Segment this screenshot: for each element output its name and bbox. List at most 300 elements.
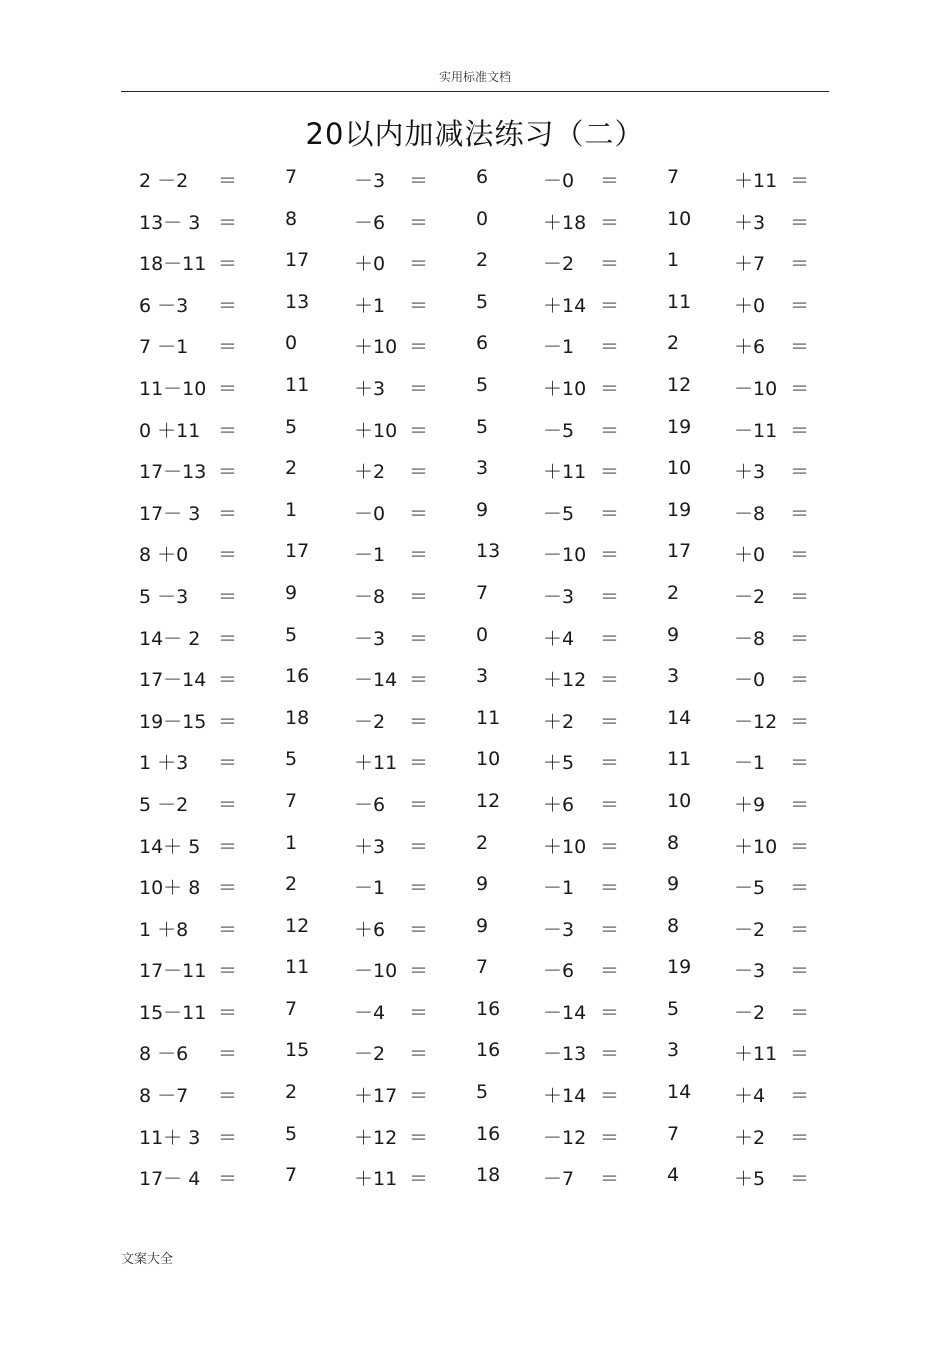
problem-first-number: 0 (285, 332, 298, 355)
problem-first-number: 5 (285, 748, 298, 771)
problem-operation: －5 (734, 877, 766, 900)
problem-row (0, 907, 950, 949)
equals-sign: ＝ (218, 294, 238, 317)
problem-row (0, 1156, 950, 1198)
problem-first-number: 5 (476, 415, 489, 438)
equals-sign: ＝ (218, 1168, 238, 1191)
problem-operation: －13 (543, 1043, 587, 1066)
equals-sign: ＝ (790, 752, 810, 775)
problem-first-number: 7 (667, 1122, 680, 1145)
equals-sign: ＝ (218, 627, 238, 650)
problem-expression: 7 －1 (139, 336, 189, 359)
problem-operation: ＋14 (543, 294, 587, 317)
problem-operation: －1 (543, 877, 575, 900)
equals-sign: ＝ (218, 960, 238, 983)
problem-first-number: 5 (476, 290, 489, 313)
problem-first-number: 18 (476, 1164, 501, 1187)
problem-row (0, 532, 950, 574)
equals-sign: ＝ (790, 1126, 810, 1149)
problem-operation: ＋4 (734, 1085, 766, 1108)
problem-first-number: 9 (667, 623, 680, 646)
problem-row (0, 657, 950, 699)
problem-first-number: 10 (667, 457, 692, 480)
problem-expression: 1 ＋3 (139, 752, 189, 775)
problem-operation: －14 (354, 669, 398, 692)
equals-sign: ＝ (600, 461, 620, 484)
problem-first-number: 2 (285, 1081, 298, 1104)
problem-operation: ＋11 (734, 1043, 778, 1066)
problem-first-number: 0 (476, 207, 489, 230)
problem-row (0, 449, 950, 491)
problem-expression: 10＋ 8 (139, 877, 201, 900)
problem-expression: 17－13 (139, 461, 207, 484)
problem-operation: ＋0 (734, 544, 766, 567)
equals-sign: ＝ (790, 1001, 810, 1024)
equals-sign: ＝ (409, 1168, 429, 1191)
problem-first-number: 10 (667, 789, 692, 812)
problem-row (0, 324, 950, 366)
problem-operation: ＋0 (354, 253, 386, 276)
problem-first-number: 17 (667, 540, 692, 563)
problem-expression: 14－ 2 (139, 627, 201, 650)
equals-sign: ＝ (600, 1085, 620, 1108)
equals-sign: ＝ (790, 585, 810, 608)
problem-first-number: 16 (285, 665, 310, 688)
problem-operation: －8 (734, 502, 766, 525)
equals-sign: ＝ (409, 1043, 429, 1066)
problem-first-number: 8 (667, 831, 680, 854)
problem-expression: 18－11 (139, 253, 207, 276)
equals-sign: ＝ (600, 170, 620, 192)
problem-first-number: 11 (667, 290, 692, 313)
problem-first-number: 9 (476, 914, 489, 937)
equals-sign: ＝ (600, 627, 620, 650)
problem-first-number: 13 (285, 290, 310, 313)
equals-sign: ＝ (790, 1043, 810, 1066)
problem-operation: ＋10 (543, 377, 587, 400)
problem-first-number: 19 (667, 498, 692, 521)
problem-operation: －0 (734, 669, 766, 692)
equals-sign: ＝ (600, 1126, 620, 1149)
problem-operation: －2 (734, 585, 766, 608)
problem-expression: 0 ＋11 (139, 419, 201, 442)
problem-expression: 2 －2 (139, 170, 189, 192)
equals-sign: ＝ (790, 710, 810, 733)
problem-first-number: 7 (667, 166, 680, 188)
problem-operation: －1 (734, 752, 766, 775)
problem-first-number: 12 (476, 789, 501, 812)
equals-sign: ＝ (790, 877, 810, 900)
equals-sign: ＝ (409, 253, 429, 276)
problem-first-number: 2 (285, 873, 298, 896)
page-footer: 文案大全 (121, 1252, 174, 1267)
problem-operation: －6 (354, 793, 386, 816)
problem-row (0, 1073, 950, 1115)
problem-first-number: 6 (476, 332, 489, 355)
problem-first-number: 7 (285, 1164, 298, 1187)
equals-sign: ＝ (790, 627, 810, 650)
problem-first-number: 15 (285, 1039, 310, 1062)
problem-operation: ＋10 (734, 835, 778, 858)
problem-expression: 17－ 4 (139, 1168, 201, 1191)
equals-sign: ＝ (790, 1168, 810, 1191)
equals-sign: ＝ (600, 585, 620, 608)
problem-operation: －8 (354, 585, 386, 608)
problem-row (0, 782, 950, 824)
problem-first-number: 5 (285, 415, 298, 438)
problem-operation: ＋3 (734, 211, 766, 234)
equals-sign: ＝ (600, 377, 620, 400)
problem-row (0, 990, 950, 1032)
problem-expression: 11＋ 3 (139, 1126, 201, 1149)
equals-sign: ＝ (409, 627, 429, 650)
problem-first-number: 3 (667, 665, 680, 688)
equals-sign: ＝ (218, 918, 238, 941)
problem-first-number: 8 (285, 207, 298, 230)
problem-expression: 5 －2 (139, 793, 189, 816)
equals-sign: ＝ (409, 1001, 429, 1024)
problem-first-number: 5 (285, 623, 298, 646)
problem-operation: －3 (354, 170, 386, 192)
problem-operation: －6 (543, 960, 575, 983)
problem-row (0, 948, 950, 990)
equals-sign: ＝ (790, 835, 810, 858)
equals-sign: ＝ (790, 669, 810, 692)
equals-sign: ＝ (409, 544, 429, 567)
problem-first-number: 5 (476, 373, 489, 396)
problem-first-number: 14 (667, 706, 692, 729)
problem-operation: ＋6 (734, 336, 766, 359)
problem-first-number: 17 (285, 249, 310, 272)
problem-row (0, 283, 950, 325)
equals-sign: ＝ (600, 294, 620, 317)
problem-first-number: 1 (667, 249, 680, 272)
problem-first-number: 7 (285, 789, 298, 812)
problem-operation: －3 (354, 627, 386, 650)
equals-sign: ＝ (218, 1085, 238, 1108)
problem-operation: －2 (354, 1043, 386, 1066)
problem-operation: －3 (543, 585, 575, 608)
problem-row (0, 824, 950, 866)
equals-sign: ＝ (790, 253, 810, 276)
equals-sign: ＝ (409, 294, 429, 317)
problem-operation: ＋12 (354, 1126, 398, 1149)
problem-first-number: 13 (476, 540, 501, 563)
problem-first-number: 17 (285, 540, 310, 563)
equals-sign: ＝ (218, 585, 238, 608)
problem-first-number: 9 (285, 581, 298, 604)
problem-first-number: 7 (476, 956, 489, 979)
problem-grid (0, 158, 950, 1198)
problem-operation: －2 (734, 1001, 766, 1024)
page-header: 实用标准文档 (438, 70, 511, 84)
equals-sign: ＝ (409, 793, 429, 816)
equals-sign: ＝ (218, 710, 238, 733)
problem-operation: －2 (543, 253, 575, 276)
problem-operation: －12 (543, 1126, 587, 1149)
problem-operation: －1 (354, 877, 386, 900)
problem-operation: －14 (543, 1001, 587, 1024)
problem-operation: ＋1 (354, 294, 386, 317)
equals-sign: ＝ (218, 544, 238, 567)
problem-first-number: 14 (667, 1081, 692, 1104)
problem-first-number: 8 (667, 914, 680, 937)
problem-first-number: 7 (285, 166, 298, 188)
problem-operation: ＋4 (543, 627, 575, 650)
problem-first-number: 11 (285, 956, 310, 979)
problem-first-number: 12 (285, 914, 310, 937)
problem-operation: ＋3 (734, 461, 766, 484)
problem-first-number: 19 (667, 956, 692, 979)
equals-sign: ＝ (409, 1126, 429, 1149)
problem-first-number: 11 (285, 373, 310, 396)
header-divider (121, 91, 829, 92)
equals-sign: ＝ (218, 461, 238, 484)
equals-sign: ＝ (600, 960, 620, 983)
problem-operation: ＋18 (543, 211, 587, 234)
problem-operation: －8 (734, 627, 766, 650)
problem-operation: ＋12 (543, 669, 587, 692)
equals-sign: ＝ (409, 211, 429, 234)
problem-expression: 8 ＋0 (139, 544, 189, 567)
equals-sign: ＝ (409, 585, 429, 608)
problem-operation: －12 (734, 710, 778, 733)
equals-sign: ＝ (790, 918, 810, 941)
problem-first-number: 9 (476, 498, 489, 521)
problem-expression: 8 －6 (139, 1043, 189, 1066)
equals-sign: ＝ (600, 253, 620, 276)
equals-sign: ＝ (600, 502, 620, 525)
equals-sign: ＝ (790, 170, 810, 192)
equals-sign: ＝ (600, 336, 620, 359)
problem-first-number: 1 (285, 831, 298, 854)
problem-operation: －0 (543, 170, 575, 192)
equals-sign: ＝ (218, 502, 238, 525)
problem-operation: ＋11 (354, 1168, 398, 1191)
equals-sign: ＝ (790, 294, 810, 317)
problem-row (0, 574, 950, 616)
problem-expression: 11－10 (139, 377, 207, 400)
equals-sign: ＝ (218, 211, 238, 234)
equals-sign: ＝ (600, 1043, 620, 1066)
problem-operation: －10 (354, 960, 398, 983)
problem-first-number: 5 (667, 997, 680, 1020)
problem-operation: ＋5 (734, 1168, 766, 1191)
problem-operation: ＋11 (354, 752, 398, 775)
problem-operation: －10 (734, 377, 778, 400)
equals-sign: ＝ (409, 669, 429, 692)
page-title: 20以内加减法练习（二） (305, 117, 645, 151)
problem-operation: －6 (354, 211, 386, 234)
problem-operation: －10 (543, 544, 587, 567)
equals-sign: ＝ (600, 1168, 620, 1191)
problem-first-number: 5 (476, 1081, 489, 1104)
equals-sign: ＝ (218, 669, 238, 692)
problem-first-number: 2 (667, 332, 680, 355)
equals-sign: ＝ (790, 544, 810, 567)
equals-sign: ＝ (600, 544, 620, 567)
problem-row (0, 740, 950, 782)
problem-operation: ＋3 (354, 377, 386, 400)
equals-sign: ＝ (409, 419, 429, 442)
problem-first-number: 2 (667, 581, 680, 604)
problem-operation: －0 (354, 502, 386, 525)
equals-sign: ＝ (218, 877, 238, 900)
equals-sign: ＝ (218, 253, 238, 276)
equals-sign: ＝ (600, 918, 620, 941)
equals-sign: ＝ (409, 377, 429, 400)
equals-sign: ＝ (600, 752, 620, 775)
equals-sign: ＝ (218, 1001, 238, 1024)
problem-first-number: 9 (476, 873, 489, 896)
problem-first-number: 18 (285, 706, 310, 729)
problem-operation: ＋2 (734, 1126, 766, 1149)
problem-first-number: 16 (476, 1122, 501, 1145)
problem-first-number: 16 (476, 1039, 501, 1062)
problem-first-number: 12 (667, 373, 692, 396)
equals-sign: ＝ (218, 1043, 238, 1066)
equals-sign: ＝ (218, 377, 238, 400)
problem-operation: －3 (734, 960, 766, 983)
problem-operation: ＋7 (734, 253, 766, 276)
problem-row (0, 1115, 950, 1157)
problem-operation: －5 (543, 419, 575, 442)
problem-expression: 8 －7 (139, 1085, 189, 1108)
problem-operation: ＋5 (543, 752, 575, 775)
problem-first-number: 3 (476, 457, 489, 480)
problem-operation: －4 (354, 1001, 386, 1024)
equals-sign: ＝ (600, 793, 620, 816)
equals-sign: ＝ (600, 419, 620, 442)
equals-sign: ＝ (600, 877, 620, 900)
problem-operation: ＋6 (354, 918, 386, 941)
problem-first-number: 19 (667, 415, 692, 438)
equals-sign: ＝ (790, 502, 810, 525)
problem-operation: －3 (543, 918, 575, 941)
equals-sign: ＝ (409, 710, 429, 733)
equals-sign: ＝ (600, 211, 620, 234)
problem-row (0, 616, 950, 658)
problem-first-number: 9 (667, 873, 680, 896)
problem-operation: －5 (543, 502, 575, 525)
equals-sign: ＝ (409, 1085, 429, 1108)
problem-operation: ＋3 (354, 835, 386, 858)
problem-row (0, 366, 950, 408)
problem-first-number: 7 (476, 581, 489, 604)
equals-sign: ＝ (790, 793, 810, 816)
equals-sign: ＝ (409, 336, 429, 359)
problem-expression: 1 ＋8 (139, 918, 189, 941)
equals-sign: ＝ (218, 1126, 238, 1149)
problem-operation: ＋11 (543, 461, 587, 484)
problem-operation: ＋0 (734, 294, 766, 317)
problem-operation: －7 (543, 1168, 575, 1191)
problem-row (0, 408, 950, 450)
problem-first-number: 1 (285, 498, 298, 521)
problem-row (0, 241, 950, 283)
problem-first-number: 2 (476, 249, 489, 272)
problem-row (0, 865, 950, 907)
equals-sign: ＝ (218, 752, 238, 775)
problem-first-number: 10 (667, 207, 692, 230)
problem-operation: ＋10 (354, 336, 398, 359)
equals-sign: ＝ (218, 419, 238, 442)
problem-first-number: 5 (285, 1122, 298, 1145)
problem-operation: ＋2 (543, 710, 575, 733)
equals-sign: ＝ (790, 419, 810, 442)
equals-sign: ＝ (790, 461, 810, 484)
problem-expression: 14＋ 5 (139, 835, 201, 858)
equals-sign: ＝ (409, 877, 429, 900)
problem-operation: ＋6 (543, 793, 575, 816)
problem-expression: 13－ 3 (139, 211, 201, 234)
equals-sign: ＝ (409, 835, 429, 858)
problem-row (0, 158, 950, 200)
problem-row (0, 699, 950, 741)
problem-first-number: 2 (285, 457, 298, 480)
problem-operation: ＋9 (734, 793, 766, 816)
equals-sign: ＝ (409, 502, 429, 525)
problem-row (0, 491, 950, 533)
equals-sign: ＝ (790, 1085, 810, 1108)
problem-expression: 17－14 (139, 669, 207, 692)
equals-sign: ＝ (218, 793, 238, 816)
problem-first-number: 6 (476, 166, 489, 188)
problem-operation: －11 (734, 419, 778, 442)
problem-row (0, 1031, 950, 1073)
equals-sign: ＝ (409, 752, 429, 775)
equals-sign: ＝ (790, 377, 810, 400)
equals-sign: ＝ (790, 211, 810, 234)
equals-sign: ＝ (600, 835, 620, 858)
equals-sign: ＝ (600, 669, 620, 692)
problem-row (0, 200, 950, 242)
problem-operation: －1 (543, 336, 575, 359)
problem-operation: ＋10 (354, 419, 398, 442)
problem-operation: －1 (354, 544, 386, 567)
problem-expression: 15－11 (139, 1001, 207, 1024)
problem-first-number: 2 (476, 831, 489, 854)
equals-sign: ＝ (218, 170, 238, 192)
problem-first-number: 11 (476, 706, 501, 729)
equals-sign: ＝ (600, 710, 620, 733)
problem-operation: ＋17 (354, 1085, 398, 1108)
problem-first-number: 3 (667, 1039, 680, 1062)
problem-first-number: 0 (476, 623, 489, 646)
equals-sign: ＝ (409, 170, 429, 192)
problem-expression: 17－ 3 (139, 502, 201, 525)
problem-operation: ＋10 (543, 835, 587, 858)
equals-sign: ＝ (790, 336, 810, 359)
problem-operation: ＋11 (734, 170, 778, 192)
equals-sign: ＝ (218, 835, 238, 858)
problem-first-number: 16 (476, 997, 501, 1020)
problem-first-number: 7 (285, 997, 298, 1020)
problem-first-number: 11 (667, 748, 692, 771)
problem-expression: 19－15 (139, 710, 207, 733)
equals-sign: ＝ (409, 960, 429, 983)
equals-sign: ＝ (790, 960, 810, 983)
equals-sign: ＝ (409, 461, 429, 484)
problem-operation: ＋14 (543, 1085, 587, 1108)
problem-operation: －2 (354, 710, 386, 733)
problem-operation: ＋2 (354, 461, 386, 484)
problem-first-number: 10 (476, 748, 501, 771)
problem-first-number: 4 (667, 1164, 680, 1187)
equals-sign: ＝ (218, 336, 238, 359)
problem-expression: 6 －3 (139, 294, 189, 317)
equals-sign: ＝ (409, 918, 429, 941)
